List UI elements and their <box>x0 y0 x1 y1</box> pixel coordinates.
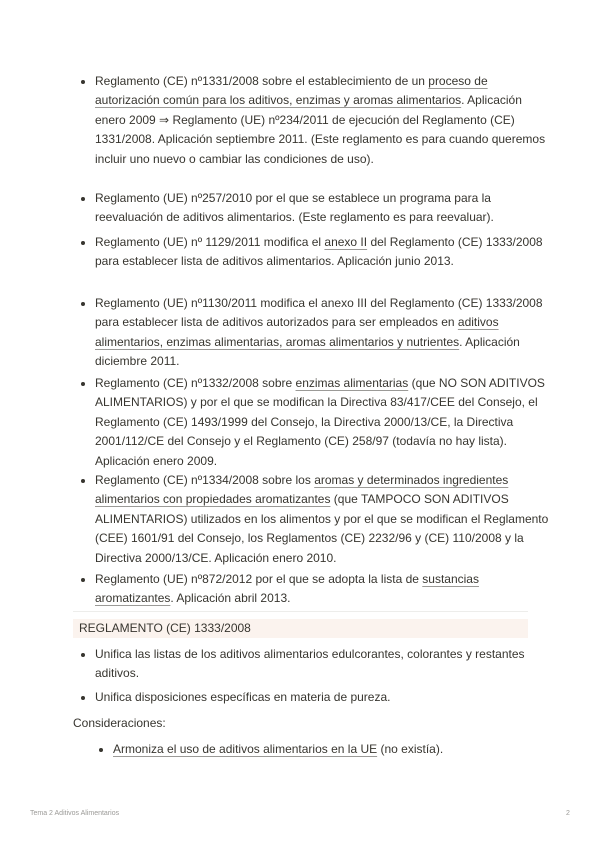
text-segment: (que NO SON ADITIVOS ALIMENTARIOS) y por el que se modifican la Directiva 83/417/CEE del Consejo, el Reglamento (CE) 1493/1999 del Consejo, la Directiva 2000/13/CE, la Directiva 2001/112/CE del Consejo y el Reglamento (CE) 258/97 (todavía no hay lista). Aplicación enero 2009. <box>95 376 545 468</box>
list-item <box>73 570 550 609</box>
text-segment: Reglamento (UE) nº872/2012 por el que se adopta la lista de <box>95 572 423 586</box>
list-item <box>73 688 550 707</box>
section-heading: REGLAMENTO (CE) 1333/2008 <box>73 619 528 638</box>
text-segment: del Reglamento (CE) 1333/2008 para establecer lista de aditivos alimentarios. Aplicación junio 2013. <box>95 235 543 269</box>
text-segment: Unifica las listas de los aditivos alimentarios edulcorantes, colorantes y restantes aditivos. <box>95 647 525 681</box>
list-item <box>73 645 550 684</box>
underlined-text: sustancias aromatizantes <box>95 572 479 606</box>
list-item <box>73 471 550 568</box>
underlined-text: Armoniza el uso de aditivos alimentarios en la UE <box>113 742 378 756</box>
list-item <box>73 294 550 372</box>
list-item <box>73 72 550 169</box>
underlined-text: anexo II <box>324 235 368 249</box>
list-item <box>91 740 550 759</box>
text-segment: Unifica disposiciones específicas en materia de pureza. <box>95 690 391 704</box>
text-segment: Reglamento (CE) nº1331/2008 sobre el establecimiento de un <box>95 74 429 88</box>
underlined-text: aditivos alimentarios, enzimas alimentarias, aromas alimentarios y nutrientes <box>95 315 499 349</box>
text-segment: (que TAMPOCO SON ADITIVOS ALIMENTARIOS) utilizados en los alimentos y por el que se modifican el Reglamento (CEE) 1601/91 del Consejo, los Reglamentos (CE) 2232/96 y (CE) 110/2008 y la Directiva 2000/13/CE. Aplicación enero 2010. <box>95 492 549 565</box>
text-segment: Reglamento (UE) nº1130/2011 modifica el anexo III del Reglamento (CE) 1333/2008 para establecer lista de aditivos autorizados para ser empleados en <box>95 296 543 330</box>
list-item <box>73 189 550 228</box>
considerations-label: Consideraciones: <box>73 716 166 730</box>
divider <box>73 611 528 612</box>
text-segment: . Aplicación enero 2009 ⇒ Reglamento (UE) nº234/2011 de ejecución del Reglamento (CE) 1331/2008. Aplicación septiembre 2011. (Este reglamento es para cuando queremos incluir uno nuevo o cambiar las condiciones de uso). <box>95 93 546 166</box>
text-segment: Reglamento (UE) nº257/2010 por el que se establece un programa para la reevaluación de aditivos alimentarios. (Este reglamento es para reevaluar). <box>95 191 494 225</box>
text-segment: Reglamento (CE) nº1334/2008 sobre los <box>95 473 315 487</box>
list-item <box>73 374 550 471</box>
underlined-text: proceso de autorización común para los aditivos, enzimas y aromas alimentarios <box>95 74 488 108</box>
text-segment: . Aplicación abril 2013. <box>170 591 291 606</box>
footer-title: Tema 2 Aditivos Alimentarios <box>30 810 120 817</box>
text-segment: (no existía). <box>377 742 444 756</box>
list-item <box>73 233 550 272</box>
underlined-text: aromas y determinados ingredientes alimentarios con propiedades aromatizantes <box>95 473 509 507</box>
text-segment: Reglamento (CE) nº1332/2008 sobre <box>95 376 296 390</box>
text-segment: . Aplicación diciembre 2011. <box>95 334 520 369</box>
text-segment: Reglamento (UE) nº 1129/2011 modifica el <box>95 235 325 249</box>
page-number: 2 <box>566 810 570 817</box>
underlined-text: enzimas alimentarias <box>295 376 409 390</box>
